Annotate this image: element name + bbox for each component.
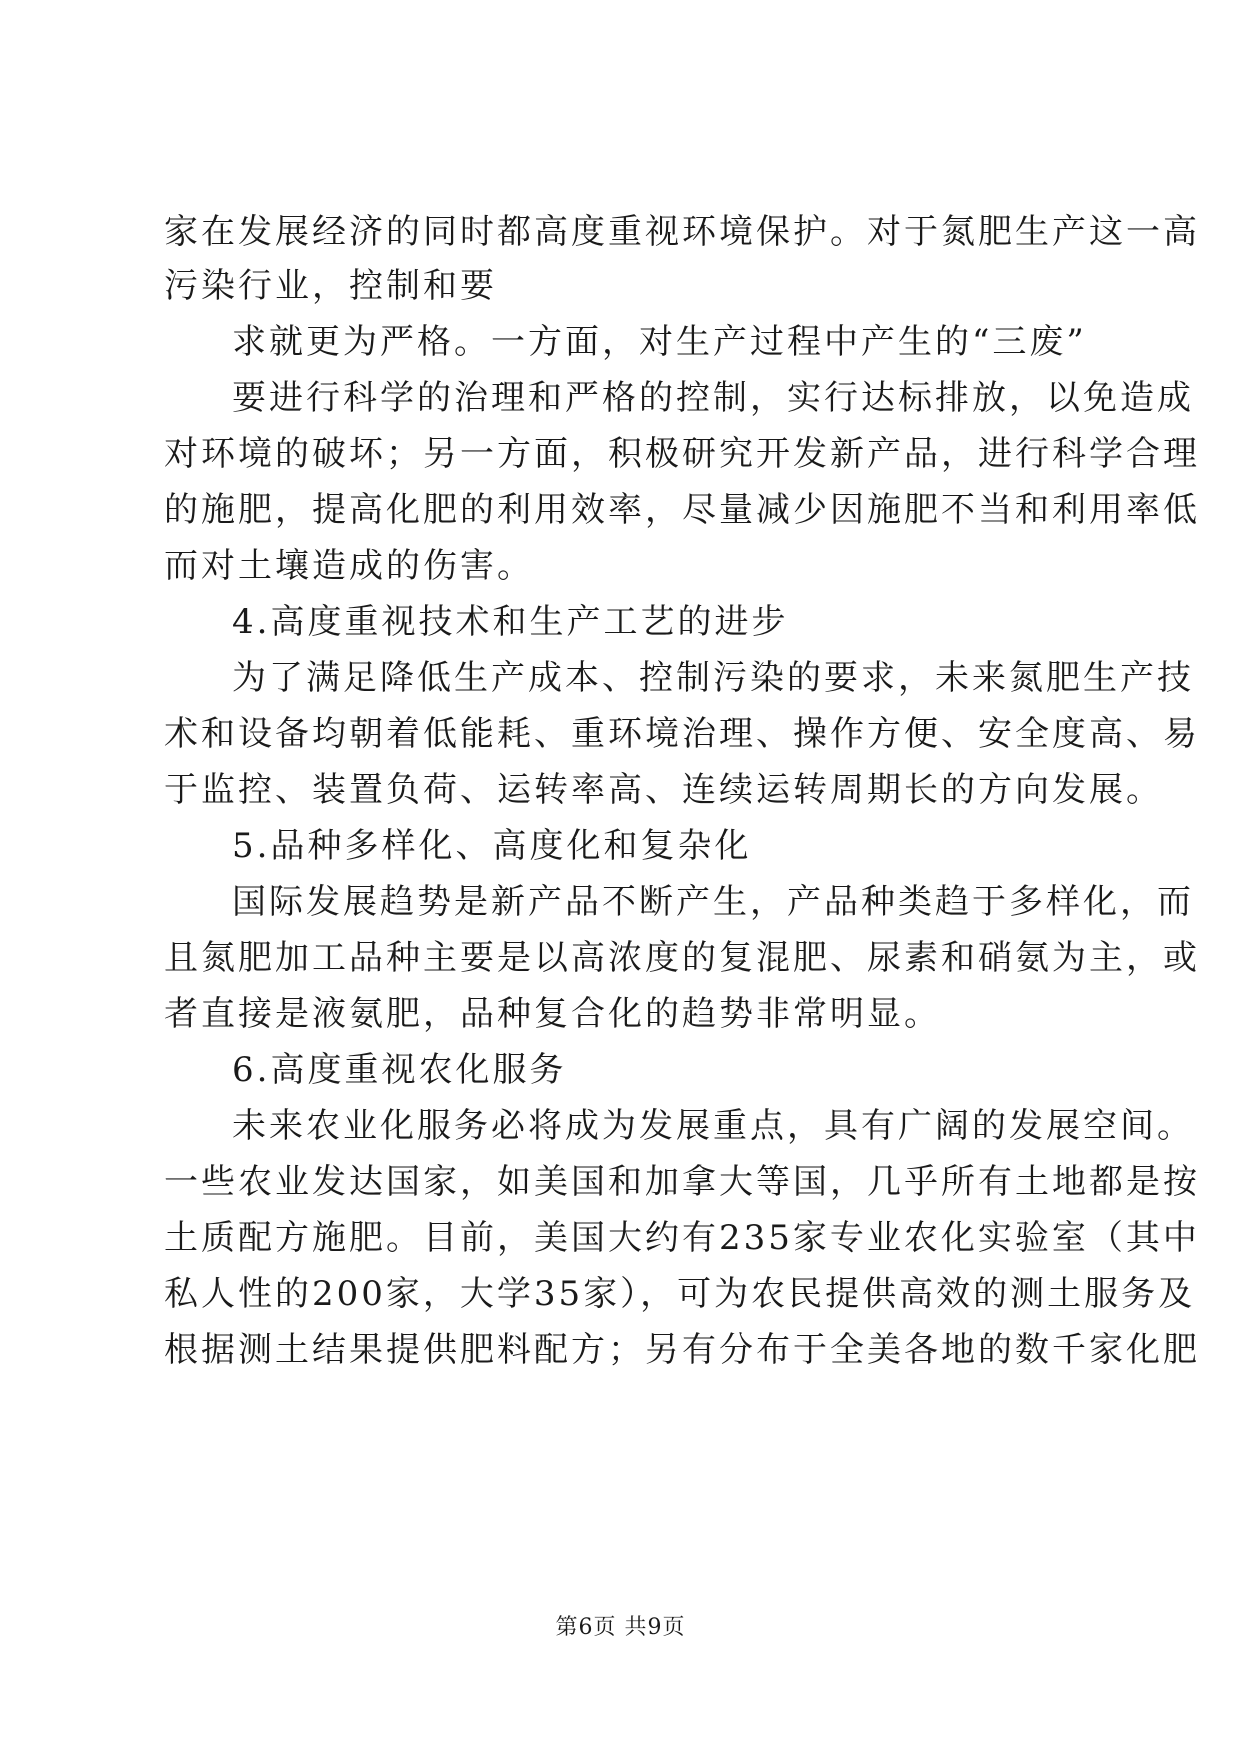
text-line-7: 而对土壤造成的伤害。 — [164, 546, 534, 586]
text-line-18: 一些农业发达国家，如美国和加拿大等国，几乎所有土地都是按 — [164, 1162, 1200, 1202]
text-line-21: 根据测土结果提供肥料配方；另有分布于全美各地的数千家化肥 — [164, 1330, 1200, 1370]
text-line-20: 私人性的200家，大学35家），可为农民提供高效的测土服务及 — [164, 1274, 1196, 1314]
text-line-5: 对环境的破坏；另一方面，积极研究开发新产品，进行科学合理 — [164, 434, 1200, 474]
text-line-3: 求就更为严格。一方面，对生产过程中产生的“三废” — [232, 322, 1087, 362]
text-line-11: 于监控、装置负荷、运转率高、连续运转周期长的方向发展。 — [164, 770, 1163, 810]
text-line-17: 未来农业化服务必将成为发展重点，具有广阔的发展空间。 — [232, 1106, 1194, 1146]
text-line-6: 的施肥，提高化肥的利用效率，尽量减少因施肥不当和利用率低 — [164, 490, 1200, 530]
text-line-1: 家在发展经济的同时都高度重视环境保护。对于氮肥生产这一高 — [164, 212, 1200, 252]
text-line-19: 土质配方施肥。目前，美国大约有235家专业农化实验室（其中 — [164, 1218, 1200, 1258]
text-line-9: 为了满足降低生产成本、控制污染的要求，未来氮肥生产技 — [232, 658, 1194, 698]
section-heading-5: 5.品种多样化、高度化和复杂化 — [232, 826, 752, 866]
text-line-2: 污染行业，控制和要 — [164, 266, 497, 306]
text-line-15: 者直接是液氨肥，品种复合化的趋势非常明显。 — [164, 994, 941, 1034]
text-line-10: 术和设备均朝着低能耗、重环境治理、操作方便、安全度高、易 — [164, 714, 1200, 754]
page-footer: 第6页 共9页 — [555, 1615, 686, 1640]
section-heading-4: 4.高度重视技术和生产工艺的进步 — [232, 602, 789, 642]
text-line-13: 国际发展趋势是新产品不断产生，产品种类趋于多样化，而 — [232, 882, 1194, 922]
text-line-14: 且氮肥加工品种主要是以高浓度的复混肥、尿素和硝氨为主，或 — [164, 938, 1200, 978]
text-line-4: 要进行科学的治理和严格的控制，实行达标排放，以免造成 — [232, 378, 1194, 418]
section-heading-6: 6.高度重视农化服务 — [232, 1050, 567, 1090]
